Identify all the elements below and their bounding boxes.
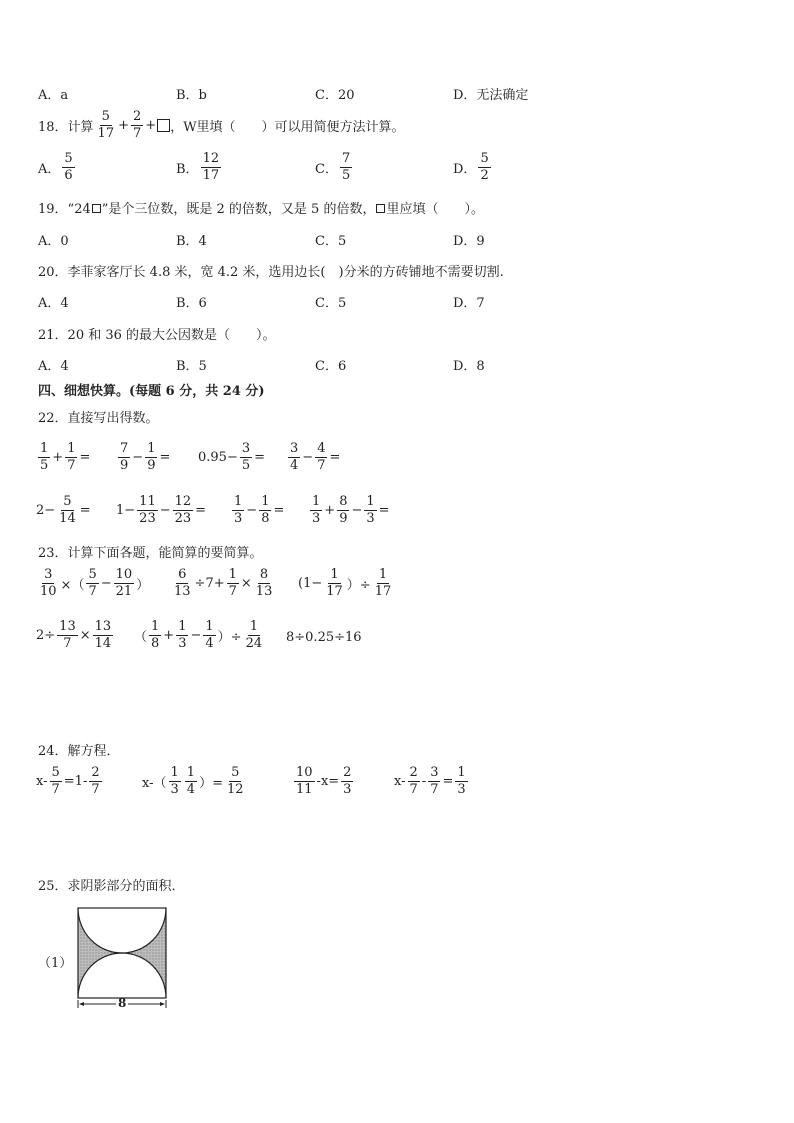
q20-question: 20．李菲家客厅长 4.8 米，宽 4.2 米，选用边长( )分米的方砖铺地不需要切割. <box>38 265 504 280</box>
q19-option-a: A．0 <box>38 234 69 249</box>
q23-expression-4: 2÷ $\frac{13}{7}$ × $\frac{13}{14}$ <box>36 619 112 651</box>
q24-equation-1: x- $\frac{5}{7}$ =1- $\frac{2}{7}$ <box>36 765 100 797</box>
q19-option-b: B．4 <box>176 234 207 249</box>
q19-option-d: D．9 <box>453 234 485 249</box>
q25-question: 25．求阴影部分的面积． <box>38 879 185 894</box>
q24-equation-4: x- $\frac{2}{7}$ - $\frac{3}{7}$ = $\frac{1}{3}$ <box>394 765 466 797</box>
q20-option-c: C．5 <box>315 296 347 311</box>
q18-option-c: C． $\frac{7}{5}$ <box>315 151 351 183</box>
q23-expression-3: (1− $\frac{1}{17}$ ）÷ $\frac{1}{17}$ <box>298 567 392 599</box>
q17-option-d: D．无法确定 <box>453 88 529 103</box>
q20-option-a: A．4 <box>38 296 69 311</box>
q18-fraction-2: $\frac{2}{7}$ <box>133 109 142 141</box>
arrow-right-icon <box>160 1002 165 1006</box>
q21-option-a: A．4 <box>38 359 69 374</box>
q18-option-a: A． $\frac{5}{6}$ <box>38 151 73 183</box>
q18-question: 18．计算 $\frac{5}{17}$ + $\frac{2}{7}$ + ，W里填（ ）可以用简便方法计算。 <box>38 109 405 141</box>
q17-option-a: A．a <box>38 88 69 103</box>
q17-option-b: B．b <box>176 88 207 103</box>
q23-expression-2: $\frac{6}{13}$ ÷7+ $\frac{1}{7}$ × $\frac{8}{13}$ <box>174 567 273 599</box>
q21-option-b: B．5 <box>176 359 207 374</box>
q21-option-c: C．6 <box>315 359 347 374</box>
semicircles-diagram <box>74 904 170 1010</box>
q22-expression-4: $\frac{3}{4}$ − $\frac{4}{7}$ = <box>290 441 341 473</box>
q23-expression-1: $\frac{3}{10}$ ×（ $\frac{5}{7}$ − $\frac{10}{21}$ ） <box>40 567 150 599</box>
q23-expression-5: （ $\frac{1}{8}$ + $\frac{1}{3}$ − $\frac{1}{4}$ ）÷ $\frac{1}{24}$ <box>134 619 263 651</box>
blank-square-icon <box>376 204 385 213</box>
q18-option-d: D． $\frac{5}{2}$ <box>453 151 489 183</box>
blank-box <box>157 119 170 132</box>
q24-question: 24．解方程． <box>38 744 120 759</box>
section-heading: 四、细想快算。(每题 6 分，共 24 分) <box>38 384 265 399</box>
blank-square-icon <box>92 204 101 213</box>
q21-question: 21．20 和 36 的最大公因数是（ ）。 <box>38 328 276 343</box>
q19-question: 19．“24 ”是个三位数，既是 2 的倍数，又是 5 的倍数， 里应填（ ）。 <box>38 202 484 217</box>
q22-expression-5: 2− $\frac{5}{14}$ = <box>36 494 91 526</box>
q22-expression-1: $\frac{1}{5}$ + $\frac{1}{7}$ = <box>40 441 91 473</box>
q24-equation-3: $\frac{10}{11}$ -x= $\frac{2}{3}$ <box>296 765 352 797</box>
q20-option-b: B．6 <box>176 296 207 311</box>
q18-label: 18．计算 <box>38 119 94 135</box>
q18-fraction-1: $\frac{5}{17}$ <box>97 109 115 141</box>
q22-expression-6: 1− $\frac{11}{23}$ − $\frac{12}{23}$ = <box>116 494 207 526</box>
q17-option-c: C．20 <box>315 88 355 103</box>
q22-expression-7: $\frac{1}{3}$ − $\frac{1}{8}$ = <box>234 494 285 526</box>
q18-text: ，W里填（ ）可以用简便方法计算。 <box>170 119 405 135</box>
dimension-label: 8 <box>118 996 127 1010</box>
q22-expression-8: $\frac{1}{3}$ + $\frac{8}{9}$ − $\frac{1}{3}$ = <box>312 494 390 526</box>
q24-equation-2: x-（ $\frac{1}{3}$ $\frac{1}{4}$ ）= $\frac{5}{12}$ <box>142 765 244 797</box>
q22-expression-3: 0.95− $\frac{3}{5}$ = <box>198 441 266 473</box>
q18-option-b: B． $\frac{12}{17}$ <box>176 151 220 183</box>
shaded-area-figure <box>74 904 170 1010</box>
q21-option-d: D．8 <box>453 359 485 374</box>
q22-question: 22．直接写出得数。 <box>38 411 159 426</box>
arrow-left-icon <box>79 1002 84 1006</box>
q23-question: 23．计算下面各题，能简算的要简算。 <box>38 546 263 561</box>
q19-option-c: C．5 <box>315 234 347 249</box>
q22-expression-2: $\frac{7}{9}$ − $\frac{1}{9}$ = <box>120 441 171 473</box>
q20-option-d: D．7 <box>453 296 485 311</box>
figure-label: （1） <box>38 956 73 971</box>
q23-expression-6: 8÷0.25÷16 <box>286 630 362 645</box>
